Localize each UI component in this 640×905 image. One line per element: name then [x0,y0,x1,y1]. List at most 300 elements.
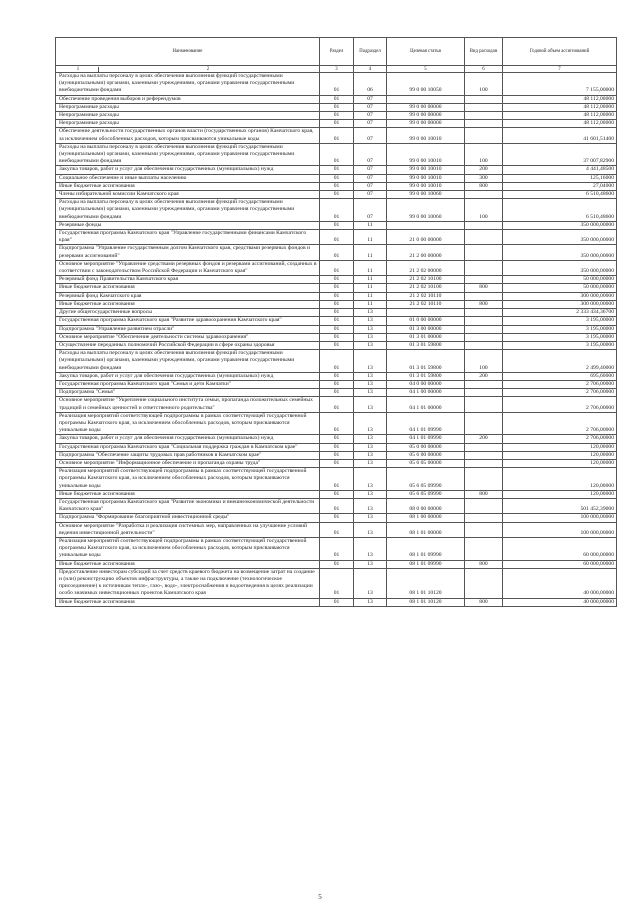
row-amount: 350 000,00000 [503,221,617,229]
row-name: Другие общегосударственные вопросы [56,309,320,317]
table-row [56,73,617,96]
row-amount: 48 112,00000 [503,120,617,128]
row-name: Предоставление инвесторам субсидий за счет средств краевого бюджета на возмещение затрат на создание и (или) реконструкцию объектов инфраструктуры, а также на подключение (технологическое присоединение) к источникам тепло-, газо-, водо-, электроснабжения и водоотведения в целях реализации особо значимых инвестиционных проектов Камчатского края [56,568,320,598]
row-name: Подпрограмма "Семья" [56,389,320,397]
row-amount: 501 452,39000 [503,498,617,513]
row-amount: 2 706,00000 [503,380,617,388]
row-expense-type: 300 [465,174,503,182]
table-row [56,120,617,128]
row-subsection: 11 [354,284,387,292]
row-section: 01 [320,128,354,143]
row-subsection: 11 [354,300,387,308]
row-amount: 60 000,00000 [503,560,617,568]
row-expense-type [465,568,503,598]
row-amount: 2 706,00000 [503,412,617,435]
row-expense-type [465,468,503,491]
row-amount: 48 112,00000 [503,112,617,120]
row-subsection: 13 [354,389,387,397]
table-row [56,514,617,522]
row-section: 01 [320,166,354,174]
table-row [56,468,617,491]
row-section: 01 [320,103,354,111]
row-name: Резервные фонды [56,221,320,229]
row-subsection: 13 [354,498,387,513]
row-subsection: 13 [354,372,387,380]
row-target-article: 99 0 00 10060 [387,199,465,222]
row-section: 01 [320,443,354,451]
row-subsection: 07 [354,103,387,111]
row-subsection: 13 [354,490,387,498]
row-subsection: 13 [354,560,387,568]
row-amount: 2 706,00000 [503,435,617,443]
row-section: 01 [320,389,354,397]
row-target-article: 04 1 01 09990 [387,412,465,435]
row-name: Основное мероприятие "Разработка и реализация системных мер, направленных на улучшение условий ведения инвестиционной деятельности" [56,522,320,537]
row-target-article: 08 1 01 09990 [387,537,465,560]
header-subsection: Подраздел [354,38,387,66]
row-expense-type [465,191,503,199]
row-expense-type [465,451,503,459]
row-section: 01 [320,95,354,103]
row-section: 01 [320,191,354,199]
row-amount: 120,00000 [503,459,617,467]
row-target-article: 01 3 01 59800 [387,341,465,349]
table-row [56,341,617,349]
row-name: Резервный фонд Камчатского края [56,292,320,300]
row-subsection: 13 [354,598,387,606]
row-name: Реализация мероприятий соответствующей подпрограммы в рамках соответствующей государственной программы Камчатского края, за исключением обособленных расходов, которым присваиваются уникальные коды [56,412,320,435]
row-name: Подпрограмма "Управление развитием отрасли" [56,325,320,333]
row-amount: 350 000,00000 [503,230,617,245]
row-name: Основное мероприятие "Обеспечение деятельности системы здравоохранения" [56,333,320,341]
row-subsection: 07 [354,166,387,174]
row-subsection: 07 [354,182,387,190]
row-section: 01 [320,537,354,560]
row-expense-type [465,522,503,537]
row-section: 01 [320,199,354,222]
table-row [56,128,617,143]
row-amount: 27,04000 [503,182,617,190]
column-number: 6 [465,66,503,73]
row-expense-type [465,112,503,120]
table-row [56,284,617,292]
row-expense-type: 100 [465,350,503,373]
row-target-article: 04 0 00 00000 [387,380,465,388]
row-amount: 50 000,00000 [503,284,617,292]
table-row [56,389,617,397]
row-target-article: 99 0 00 00000 [387,112,465,120]
table-row [56,537,617,560]
row-section: 01 [320,221,354,229]
column-number: 7 [503,66,617,73]
row-section: 01 [320,73,354,96]
row-expense-type: 800 [465,284,503,292]
row-name: Социальное обеспечение и иные выплаты населению [56,174,320,182]
row-name: Иные бюджетные ассигнования [56,598,320,606]
table-row [56,560,617,568]
header-row [56,38,617,66]
row-expense-type [465,317,503,325]
row-section: 01 [320,341,354,349]
row-expense-type: 100 [465,199,503,222]
row-section: 01 [320,498,354,513]
row-expense-type [465,537,503,560]
row-target-article: 21 2 02 10110 [387,300,465,308]
row-expense-type: 100 [465,143,503,166]
table-row [56,276,617,284]
row-section: 01 [320,459,354,467]
row-amount: 2 333 434,36700 [503,309,617,317]
row-subsection: 06 [354,73,387,96]
row-amount: 40 000,00000 [503,598,617,606]
row-target-article: 99 0 00 00000 [387,103,465,111]
row-subsection: 13 [354,451,387,459]
row-section: 01 [320,490,354,498]
row-subsection: 13 [354,317,387,325]
row-section: 01 [320,598,354,606]
row-amount: 6 510,48600 [503,199,617,222]
table-row [56,522,617,537]
row-name: Обеспечение проведения выборов и референдумов [56,95,320,103]
row-section: 01 [320,309,354,317]
row-amount: 125,16000 [503,174,617,182]
table-row [56,309,617,317]
column-number: 1 [58,67,99,72]
table-row [56,412,617,435]
table-row [56,245,617,260]
row-name: Основное мероприятие "Информационное обеспечение и пропаганда охраны труда" [56,459,320,467]
table-row [56,292,617,300]
row-expense-type [465,120,503,128]
column-number: 2 [206,67,210,72]
table-row [56,459,617,467]
header-target-article: Целевая статья [387,38,465,66]
table-row [56,182,617,190]
row-section: 01 [320,333,354,341]
header-name: Наименование [56,38,320,66]
row-expense-type [465,221,503,229]
row-expense-type [465,309,503,317]
row-amount: 120,00000 [503,443,617,451]
row-name: Иные бюджетные ассигнования [56,284,320,292]
column-number: 3 [320,66,354,73]
table-row [56,143,617,166]
row-section: 01 [320,451,354,459]
row-expense-type [465,459,503,467]
row-name: Основное мероприятие "Управление средствами резервных фондов и резервами ассигнований, созданных в соответствии с законодательством Российской Федерации и Камчатского края" [56,260,320,275]
row-target-article: 04 1 01 00000 [387,397,465,412]
row-amount: 41 601,51400 [503,128,617,143]
row-target-article [387,221,465,229]
row-expense-type [465,292,503,300]
row-expense-type [465,443,503,451]
column-number: 5 [387,66,465,73]
row-expense-type: 800 [465,560,503,568]
table-row [56,112,617,120]
row-target-article: 21 2 00 00000 [387,245,465,260]
row-target-article: 99 0 00 10010 [387,166,465,174]
row-expense-type: 100 [465,73,503,96]
row-target-article: 05 6 05 00000 [387,459,465,467]
row-amount: 3 195,00000 [503,341,617,349]
row-target-article: 99 0 00 10010 [387,182,465,190]
row-target-article [387,95,465,103]
row-name: Закупка товаров, работ и услуг для обеспечения государственных (муниципальных) нужд [56,435,320,443]
row-section: 01 [320,260,354,275]
row-section: 01 [320,412,354,435]
row-expense-type [465,245,503,260]
row-expense-type [465,95,503,103]
row-amount: 350 000,00000 [503,245,617,260]
row-section: 01 [320,522,354,537]
table-row [56,103,617,111]
row-subsection: 07 [354,199,387,222]
row-section: 01 [320,120,354,128]
row-name: Расходы на выплаты персоналу в целях обеспечения выполнения функций государственными (муниципальными) органами, казенными учреждениями, органами управления государственными внебюджетными фондами [56,143,320,166]
table-row [56,300,617,308]
row-target-article: 99 0 00 10050 [387,73,465,96]
row-expense-type: 200 [465,166,503,174]
row-expense-type [465,341,503,349]
row-target-article: 99 0 00 10010 [387,174,465,182]
row-target-article: 01 3 01 59800 [387,350,465,373]
row-section: 01 [320,174,354,182]
header-annual-amount: Годовой объем ассигнований [503,38,617,66]
table-row [56,350,617,373]
row-target-article: 08 0 00 00000 [387,498,465,513]
row-subsection: 07 [354,112,387,120]
row-amount: 120,00000 [503,490,617,498]
row-amount: 40 000,00000 [503,568,617,598]
row-section: 01 [320,560,354,568]
row-name: Государственная программа Камчатского края "Развитие здравоохранения Камчатского края" [56,317,320,325]
row-target-article: 21 0 00 00000 [387,230,465,245]
row-amount: 3 195,00000 [503,333,617,341]
table-row [56,166,617,174]
row-target-article: 01 3 00 00000 [387,325,465,333]
row-name: Иные бюджетные ассигнования [56,300,320,308]
row-expense-type [465,333,503,341]
row-amount: 60 000,00000 [503,537,617,560]
row-expense-type [465,128,503,143]
row-name: Резервный фонд Правительства Камчатского края [56,276,320,284]
table-row [56,325,617,333]
row-amount: 120,00000 [503,468,617,491]
row-section: 01 [320,276,354,284]
row-amount: 2 499,40000 [503,350,617,373]
row-name: Члены избирательной комиссии Камчатского края [56,191,320,199]
row-section: 01 [320,350,354,373]
row-subsection: 11 [354,245,387,260]
row-section: 01 [320,112,354,120]
row-target-article: 08 1 01 10120 [387,568,465,598]
table-row [56,191,617,199]
row-name: Государственная программа Камчатского края "Семья и дети Камчатки" [56,380,320,388]
row-name: Государственная программа Камчатского края "Управление государственными финансами Камчатского края" [56,230,320,245]
row-target-article: 21 2 02 10100 [387,276,465,284]
row-subsection: 07 [354,191,387,199]
table-row [56,221,617,229]
row-section: 01 [320,568,354,598]
row-subsection: 07 [354,120,387,128]
row-section: 01 [320,143,354,166]
header-expense-type: Вид расходов [465,38,503,66]
row-amount: 48 112,00000 [503,95,617,103]
row-amount: 50 000,00000 [503,276,617,284]
row-expense-type [465,276,503,284]
row-amount: 300 000,00000 [503,292,617,300]
row-expense-type [465,498,503,513]
row-amount: 350 000,00000 [503,260,617,275]
row-target-article: 01 0 00 00000 [387,317,465,325]
row-expense-type [465,397,503,412]
table-row [56,260,617,275]
row-subsection: 13 [354,412,387,435]
row-subsection: 13 [354,380,387,388]
row-target-article: 21 2 02 10110 [387,292,465,300]
row-subsection: 13 [354,341,387,349]
row-subsection: 13 [354,443,387,451]
row-subsection: 07 [354,174,387,182]
row-section: 01 [320,468,354,491]
row-amount: 695,60000 [503,372,617,380]
budget-table [55,37,617,607]
row-expense-type [465,230,503,245]
row-section: 01 [320,292,354,300]
row-expense-type [465,514,503,522]
row-expense-type [465,325,503,333]
row-section: 01 [320,514,354,522]
row-expense-type [465,412,503,435]
table-row [56,498,617,513]
table-row [56,598,617,606]
row-subsection: 13 [354,435,387,443]
row-section: 01 [320,245,354,260]
row-subsection: 11 [354,276,387,284]
row-subsection: 11 [354,292,387,300]
row-name: Осуществление переданных полномочий Российской Федерации в сфере охраны здоровья [56,341,320,349]
row-section: 01 [320,284,354,292]
table-row [56,230,617,245]
row-target-article: 99 0 00 10010 [387,128,465,143]
row-amount: 2 706,00000 [503,389,617,397]
table-row [56,490,617,498]
row-expense-type: 800 [465,182,503,190]
row-name: Иные бюджетные ассигнования [56,490,320,498]
header-section: Раздел [320,38,354,66]
row-name: Расходы на выплаты персоналу в целях обеспечения выполнения функций государственными (муниципальными) органами, казенными учреждениями, органами управления государственными внебюджетными фондами [56,73,320,96]
table-row [56,397,617,412]
row-expense-type [465,260,503,275]
row-target-article: 08 1 00 00000 [387,514,465,522]
row-name: Подпрограмма "Обеспечение защиты трудовых прав работников в Камчатском крае" [56,451,320,459]
row-name: Закупка товаров, работ и услуг для обеспечения государственных (муниципальных) нужд [56,372,320,380]
row-name: Государственная программа Камчатского края "Социальная поддержка граждан в Камчатском крае" [56,443,320,451]
row-amount: 7 155,00000 [503,73,617,96]
table-row [56,333,617,341]
row-target-article: 01 3 01 00000 [387,333,465,341]
row-expense-type: 800 [465,598,503,606]
row-name: Реализация мероприятий соответствующей подпрограммы в рамках соответствующей государственной программы Камчатского края, за исключением обособленных расходов, которым присваиваются уникальные коды [56,537,320,560]
row-subsection: 13 [354,537,387,560]
row-name: Иные бюджетные ассигнования [56,182,320,190]
row-subsection: 11 [354,221,387,229]
row-target-article: 05 0 00 00000 [387,443,465,451]
table-row [56,95,617,103]
row-subsection: 13 [354,568,387,598]
row-section: 01 [320,435,354,443]
row-section: 01 [320,300,354,308]
table-row [56,451,617,459]
row-subsection: 13 [354,522,387,537]
row-subsection: 11 [354,260,387,275]
column-number-row [56,66,617,73]
row-subsection: 13 [354,309,387,317]
row-name: Непрограммные расходы [56,120,320,128]
row-target-article: 21 2 02 00000 [387,260,465,275]
table-row [56,435,617,443]
row-target-article: 08 1 01 09990 [387,560,465,568]
row-section: 01 [320,182,354,190]
row-name: Обеспечение деятельности государственных органов власти (государственных органов) Камчатского края, за исключением обособленных расходов, которым присваиваются уникальные коды [56,128,320,143]
row-expense-type: 800 [465,490,503,498]
row-name: Расходы на выплаты персоналу в целях обеспечения выполнения функций государственными (муниципальными) органами, казенными учреждениями, органами управления государственными внебюджетными фондами [56,199,320,222]
row-subsection: 11 [354,230,387,245]
row-section: 01 [320,230,354,245]
row-subsection: 07 [354,143,387,166]
row-amount: 6 510,48600 [503,191,617,199]
row-target-article [387,309,465,317]
row-amount: 4 441,48500 [503,166,617,174]
row-subsection: 13 [354,333,387,341]
row-subsection: 13 [354,350,387,373]
row-subsection: 13 [354,514,387,522]
row-target-article: 04 1 00 00000 [387,389,465,397]
row-subsection: 13 [354,468,387,491]
row-name: Иные бюджетные ассигнования [56,560,320,568]
row-expense-type: 200 [465,372,503,380]
row-target-article: 99 0 00 10060 [387,191,465,199]
table-row [56,199,617,222]
row-name: Закупка товаров, работ и услуг для обеспечения государственных (муниципальных) нужд [56,166,320,174]
table-row [56,568,617,598]
row-subsection: 13 [354,397,387,412]
row-name: Непрограммные расходы [56,103,320,111]
row-amount: 300 000,00000 [503,300,617,308]
table-row [56,174,617,182]
row-amount: 100 000,00000 [503,522,617,537]
row-section: 01 [320,317,354,325]
page-number: 5 [318,893,322,901]
row-section: 01 [320,380,354,388]
row-amount: 120,00000 [503,451,617,459]
row-target-article: 04 1 01 09990 [387,435,465,443]
column-number [56,66,320,73]
row-name: Основное мероприятие "Укрепление социального института семьи, пропаганда положительных семейных традиций и семейных ценностей и ответственного родительства" [56,397,320,412]
row-expense-type [465,103,503,111]
row-target-article: 08 1 01 10120 [387,598,465,606]
row-name: Государственная программа Камчатского края "Развитие экономики и внешнеэкономической деятельности Камчатского края" [56,498,320,513]
table-row [56,443,617,451]
row-target-article: 05 6 05 09990 [387,468,465,491]
row-name: Подпрограмма "Управление государственным долгом Камчатского края, средствами резервных фондов и резервами ассигнований" [56,245,320,260]
row-expense-type [465,380,503,388]
row-subsection: 07 [354,128,387,143]
table-row [56,372,617,380]
row-section: 01 [320,397,354,412]
row-amount: 100 000,00000 [503,514,617,522]
row-target-article: 05 6 00 00000 [387,451,465,459]
